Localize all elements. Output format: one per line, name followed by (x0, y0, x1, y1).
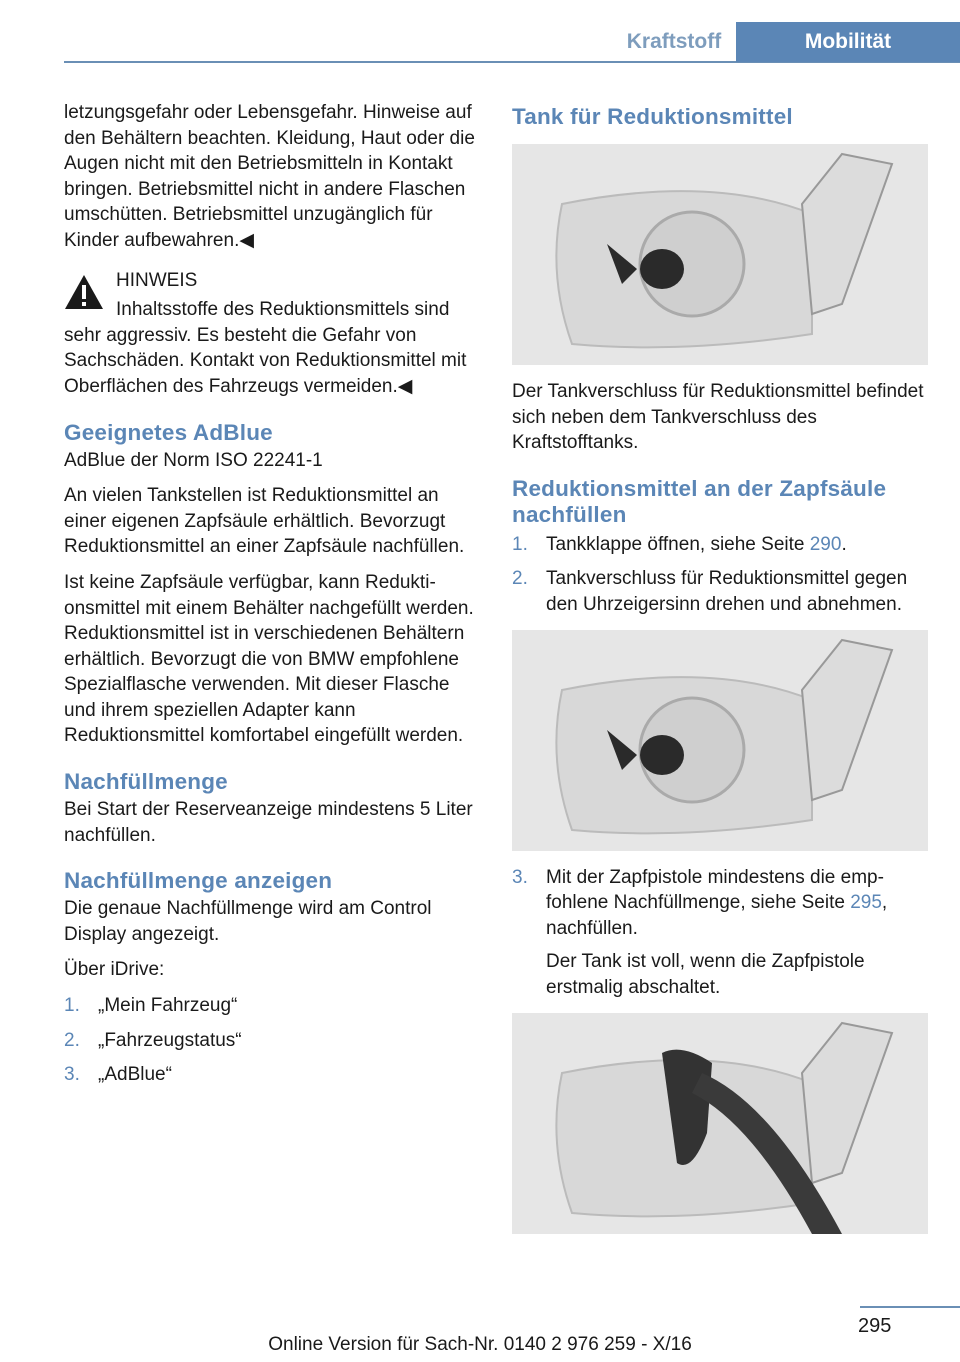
list-item: 3. Mit der Zapfpistole mindestens die empfohlene Nachfüllmenge, siehe Seite 295, nachfüllen. Der Tank ist voll, wenn die Zapfpistole erstmalig abschaltet. (512, 865, 928, 1001)
idrive-menu-list (64, 993, 480, 1088)
tab-kraftstoff[interactable]: Kraftstoff (626, 30, 722, 53)
step3-note: Der Tank ist voll, wenn die Zapfpistole erstmalig abschaltet. (546, 951, 865, 998)
left-column (64, 100, 480, 1098)
notice-label: HINWEIS (116, 269, 198, 291)
intro-paragraph: letzungsgefahr oder Lebensgefahr. Hinweise auf den Behältern beachten. Kleidung, Haut oder die Augen nicht mit den Betriebsmitteln in Kontakt bringen. Betriebsmittel nicht in andere Flaschen umschütten. Betriebsmittel unzugänglich für Kinder aufbewahren.◀ (64, 102, 475, 251)
heading-tank-reduktionsmittel: Tank für Reduktionsmittel (512, 104, 793, 129)
list-item: 1. „Mein Fahrzeug“ (64, 995, 238, 1017)
idrive-text: Über iDrive: (64, 959, 165, 981)
fuel-nozzle-photo (512, 1013, 928, 1234)
right-column (512, 100, 928, 1248)
list-item: 2. Tankverschluss für Reduktionsmittel gegen den Uhrzeigersinn drehen und abnehmen. (512, 568, 908, 615)
page-link-295[interactable]: 295 (850, 892, 882, 914)
notice-block (64, 268, 480, 400)
tab-mobilitaet[interactable]: Mobilität (736, 22, 960, 62)
adblue-behaelter: Ist keine Zapfsäule verfügbar, kann Reduktionsmittel mit einem Behälter nachgefüllt werden. Reduktionsmittel ist in verschiedenen Behältern erhältlich. Bevorzugt die von BMW empfohlene Spezialflasche verwenden. Mit dieser Flasche und ihrem speziellen Adapter kann Reduktionsmittel komfortabel eingefüllt werden. (64, 571, 474, 747)
page-link-290[interactable]: 290 (809, 533, 842, 555)
heading-nachfuellmenge: Nachfüllmenge (64, 769, 228, 795)
tank-cap-photo-2 (512, 630, 928, 851)
anzeigen-text: Die genaue Nachfüllmenge wird am Control Display angezeigt. (64, 898, 432, 945)
heading-nachfuellmenge-anzeigen: Nachfüllmenge anzeigen (64, 868, 333, 894)
notice-text: Inhaltsstoffe des Reduktionsmittels sind sehr aggressiv. Es besteht die Gefahr von Sachschäden. Kontakt von Reduktionsmittel mit Oberflächen des Fahrzeugs vermeiden.◀ (64, 299, 467, 397)
list-item: 1. Tankklappe öffnen, siehe Seite 290. (512, 533, 847, 555)
footer-version: Online Version für Sach-Nr. 0140 2 976 259 - X/16 (268, 1334, 692, 1355)
refill-steps-cont (512, 865, 928, 1001)
tank-location-text: Der Tankverschluss für Reduktionsmittel befindet sich neben dem Tankverschluss des Kraftstofftanks. (512, 381, 924, 454)
heading-reduktionsmittel-zapfsaeule: Reduktionsmittel an der Zapfsäule nachfüllen (512, 475, 887, 527)
list-item: 2. „Fahrzeugstatus“ (64, 1029, 242, 1051)
adblue-zapfsaeule: An vielen Tankstellen ist Reduktionsmittel an einer eigenen Zapfsäule erhältlich. Bevorzugt Reduktionsmittel an einer Zapfsäule nachfüllen. (64, 485, 465, 558)
refill-steps (512, 532, 928, 618)
nachfuellmenge-text: Bei Start der Reserveanzeige mindestens 5 Liter nachfüllen. (64, 799, 473, 846)
page-number: 295 (858, 1315, 892, 1337)
adblue-norm: AdBlue der Norm ISO 22241-1 (64, 449, 323, 471)
tank-cap-photo-1 (512, 144, 928, 365)
heading-geeignetes-adblue: Geeignetes AdBlue (64, 419, 273, 445)
footer-rule (860, 1306, 960, 1308)
list-item: 3. „AdBlue“ (64, 1064, 172, 1086)
warning-triangle-icon (64, 274, 104, 310)
